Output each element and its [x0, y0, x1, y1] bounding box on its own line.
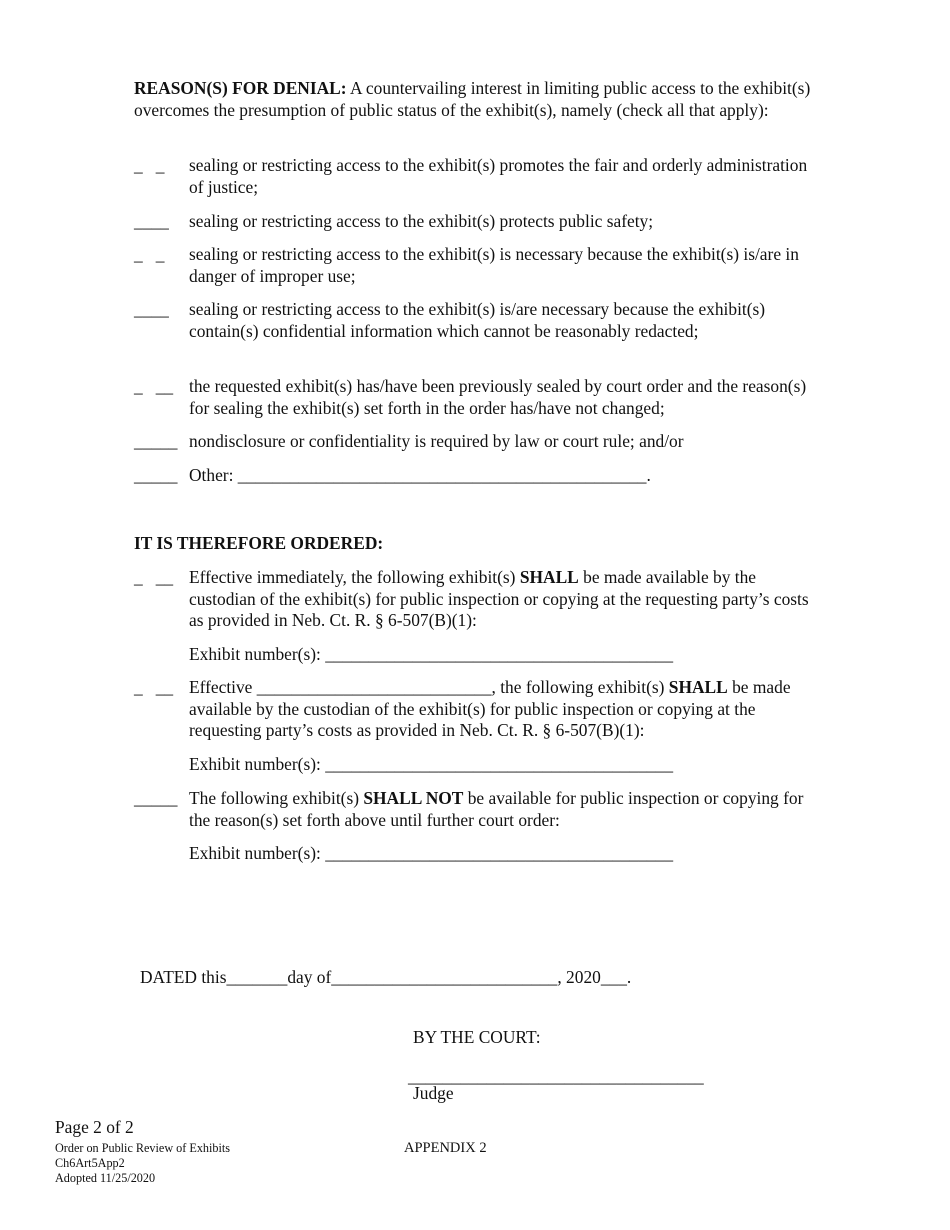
- order-text-bold: SHALL: [668, 677, 728, 697]
- reason-item-other: [134, 465, 814, 487]
- order-text-bold: SHALL NOT: [363, 788, 464, 808]
- order-heading: IT IS THEREFORE ORDERED:: [134, 533, 384, 553]
- checkbox-blank[interactable]: _____: [134, 465, 178, 485]
- reason-text: sealing or restricting access to the exhibit(s) protects public safety;: [189, 211, 654, 231]
- reasons-heading: REASON(S) FOR DENIAL:: [134, 78, 347, 98]
- checkbox-blank[interactable]: _ __: [134, 567, 174, 587]
- reason-item-public-safety: [134, 211, 814, 233]
- checkbox-blank[interactable]: ____: [134, 299, 169, 319]
- order-text-bold: SHALL: [519, 567, 579, 587]
- reason-text: Other: _______________________________________________.: [189, 465, 651, 485]
- reason-item-fair-justice: [134, 155, 814, 198]
- by-the-court: BY THE COURT:: [413, 1027, 541, 1047]
- checkbox-blank[interactable]: _ __: [134, 677, 174, 697]
- reason-item-law-rule: [134, 431, 814, 453]
- reason-item-previously-sealed: [134, 376, 814, 419]
- order-item-effective-date: [134, 677, 814, 742]
- exhibit-number-line-3[interactable]: Exhibit number(s): ________________________________________: [189, 843, 674, 863]
- signature-line[interactable]: __________________________________: [408, 1066, 704, 1086]
- order-text: [189, 567, 814, 632]
- appendix-label: APPENDIX 2: [404, 1140, 487, 1156]
- reason-text: sealing or restricting access to the exhibit(s) is necessary because the exhibit(s) is/are in danger of improper use;: [189, 244, 799, 286]
- order-item-immediate: [134, 567, 814, 632]
- order-text-pre: The following exhibit(s): [189, 788, 364, 808]
- checkbox-blank[interactable]: _____: [134, 431, 178, 451]
- exhibit-number-line-2[interactable]: Exhibit number(s): ________________________________________: [189, 754, 674, 774]
- exhibit-number-line-1[interactable]: Exhibit number(s): ________________________________________: [189, 644, 674, 664]
- footer-adopted: Adopted 11/25/2020: [55, 1171, 156, 1185]
- order-text-post: be made available by the custodian of the exhibit(s) for public inspection or copying at the requesting party’s costs as provided in Neb. Ct. R. § 6-507(B)(1):: [189, 677, 791, 740]
- checkbox-blank[interactable]: _ _: [134, 244, 165, 264]
- order-text-post: be made available by the custodian of the exhibit(s) for public inspection or copying at the requesting party’s costs as provided in Neb. Ct. R. § 6-507(B)(1):: [189, 567, 809, 630]
- reason-text: sealing or restricting access to the exhibit(s) is/are necessary because the exhibit(s) contain(s) confidential information which cannot be reasonably redacted;: [189, 299, 766, 341]
- order-text-pre: Effective immediately, the following exhibit(s): [189, 567, 520, 587]
- reasons-intro: [134, 78, 814, 121]
- order-text-pre: Effective ___________________________, the following exhibit(s): [189, 677, 669, 697]
- reason-text: sealing or restricting access to the exhibit(s) promotes the fair and orderly administration of justice;: [189, 155, 808, 197]
- order-item-not-available: [134, 788, 814, 831]
- footer-title: Order on Public Review of Exhibits: [55, 1141, 230, 1155]
- checkbox-blank[interactable]: _____: [134, 788, 178, 808]
- reasons-intro-text: A countervailing interest in limiting public access to the exhibit(s) overcomes the presumption of public status of the exhibit(s), namely (check all that apply):: [134, 78, 811, 120]
- checkbox-blank[interactable]: ____: [134, 211, 169, 231]
- reason-item-confidential-info: [134, 299, 814, 342]
- judge-label: Judge: [413, 1083, 454, 1103]
- reason-text: nondisclosure or confidentiality is required by law or court rule; and/or: [189, 431, 684, 451]
- order-text-post: be available for public inspection or copying for the reason(s) set forth above until further court order:: [189, 788, 804, 830]
- page-number: Page 2 of 2: [55, 1117, 134, 1137]
- reason-item-improper-use: [134, 244, 814, 287]
- checkbox-blank[interactable]: _ _: [134, 155, 165, 175]
- footer-code: Ch6Art5App2: [55, 1156, 125, 1170]
- order-text: [189, 788, 814, 831]
- order-text: [189, 677, 814, 742]
- reason-text: the requested exhibit(s) has/have been previously sealed by court order and the reason(s) for sealing the exhibit(s) set forth in the order has/have not changed;: [189, 376, 807, 418]
- checkbox-blank[interactable]: _ __: [134, 376, 174, 396]
- dated-line[interactable]: DATED this_______day of__________________________, 2020___.: [140, 967, 632, 987]
